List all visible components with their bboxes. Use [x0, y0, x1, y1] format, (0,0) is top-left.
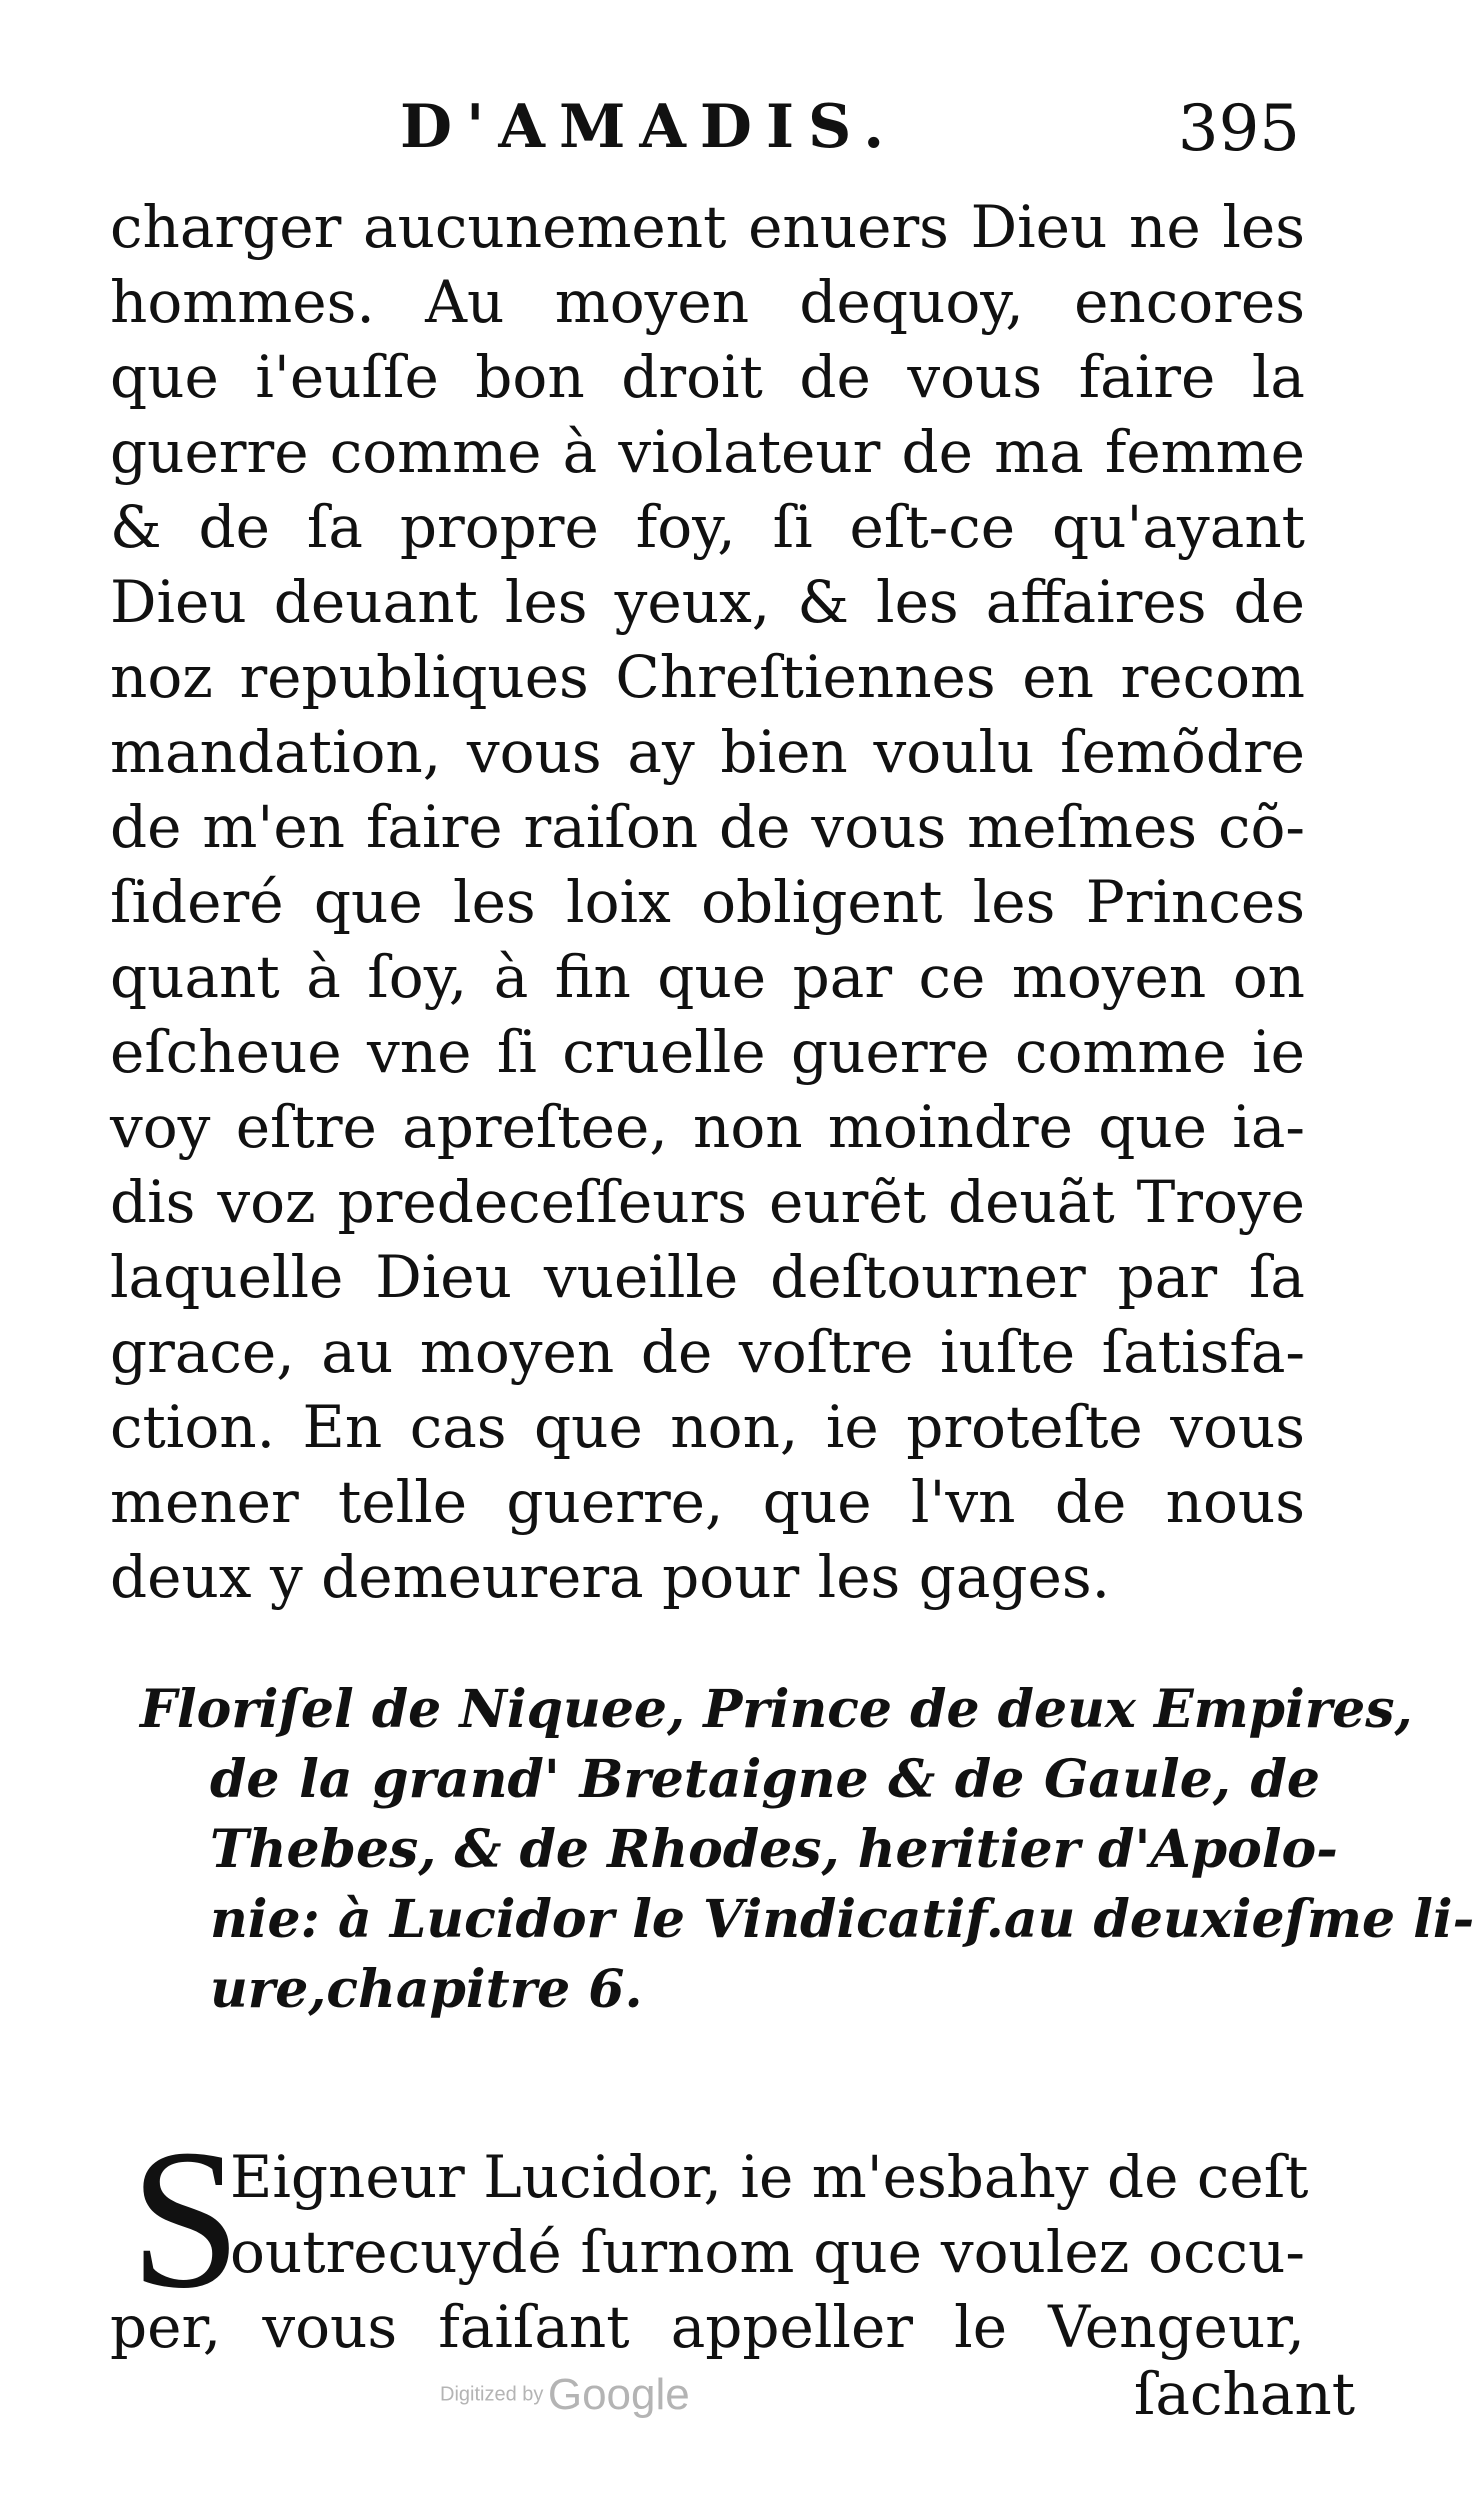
body-line: mandation, vous ay bien voulu ſemõdre [110, 718, 1305, 786]
page-header [400, 92, 1300, 172]
catchword: ſachant [1133, 2360, 1355, 2428]
body-line: hommes. Au moyen dequoy, encores [110, 268, 1305, 336]
letter-line: Eigneur Lucidor, ie m'esbahy de ceſt [230, 2143, 1309, 2211]
body-text [110, 190, 1305, 1615]
letter-heading [140, 1675, 1474, 2025]
body-line: & de ſa propre foy, ſi eſt-ce qu'ayant [110, 493, 1305, 561]
body-line: guerre comme à violateur de ma femme [110, 418, 1305, 486]
heading-line: Thebes, & de Rhodes, heritier d'Apolo- [210, 1819, 1338, 1880]
body-line: voy eſtre apreſtee, non moindre que ia- [110, 1093, 1305, 1161]
page-number: 395 [1177, 92, 1300, 166]
body-line: charger aucunement enuers Dieu ne les [110, 193, 1305, 261]
watermark-prefix: Digitized by [440, 2383, 544, 2406]
running-title: D'AMADIS. [400, 92, 899, 162]
letter-opening [110, 2109, 1309, 2365]
body-line: mener telle guerre, que l'vn de nous [110, 1468, 1305, 1536]
body-line: deux y demeurera pour les gages. [110, 1543, 1111, 1611]
letter-line: per, vous faiſant appeller le Vengeur, [110, 2293, 1305, 2361]
letter-line: outrecuydé ſurnom que voulez occu- [230, 2218, 1305, 2286]
body-line: laquelle Dieu vueille deſtourner par ſa [110, 1243, 1305, 1311]
body-line: ſideré que les loix obligent les Princes [110, 868, 1305, 936]
body-line: ction. En cas que non, ie proteſte vous [110, 1393, 1305, 1461]
digitized-watermark [440, 2370, 690, 2420]
body-line: dis voz predeceſſeurs eurẽt deuãt Troye [110, 1168, 1305, 1236]
body-line: quant à ſoy, à fin que par ce moyen on [110, 943, 1305, 1011]
body-line: que i'euſſe bon droit de vous faire la [110, 343, 1305, 411]
body-line: de m'en faire raiſon de vous meſmes cõ- [110, 793, 1305, 861]
body-line: grace, au moyen de voſtre iuſte ſatisfa- [110, 1318, 1305, 1386]
body-line: Dieu deuant les yeux, & les affaires de [110, 568, 1305, 636]
body-line: noz republiques Chreſtiennes en recom [110, 643, 1305, 711]
heading-line: ure,chapitre 6. [210, 1959, 643, 2020]
heading-line: Floriſel de Niquee, Prince de deux Empires, [140, 1679, 1413, 1740]
body-line: eſcheue vne ſi cruelle guerre comme ie [110, 1018, 1305, 1086]
heading-line: nie: à Lucidor le Vindicatif.au deuxieſme li- [210, 1889, 1474, 1950]
google-logo: Google [547, 2370, 690, 2419]
drop-cap: S [130, 2109, 242, 2330]
heading-line: de la grand' Bretaigne & de Gaule, de [210, 1749, 1320, 1810]
